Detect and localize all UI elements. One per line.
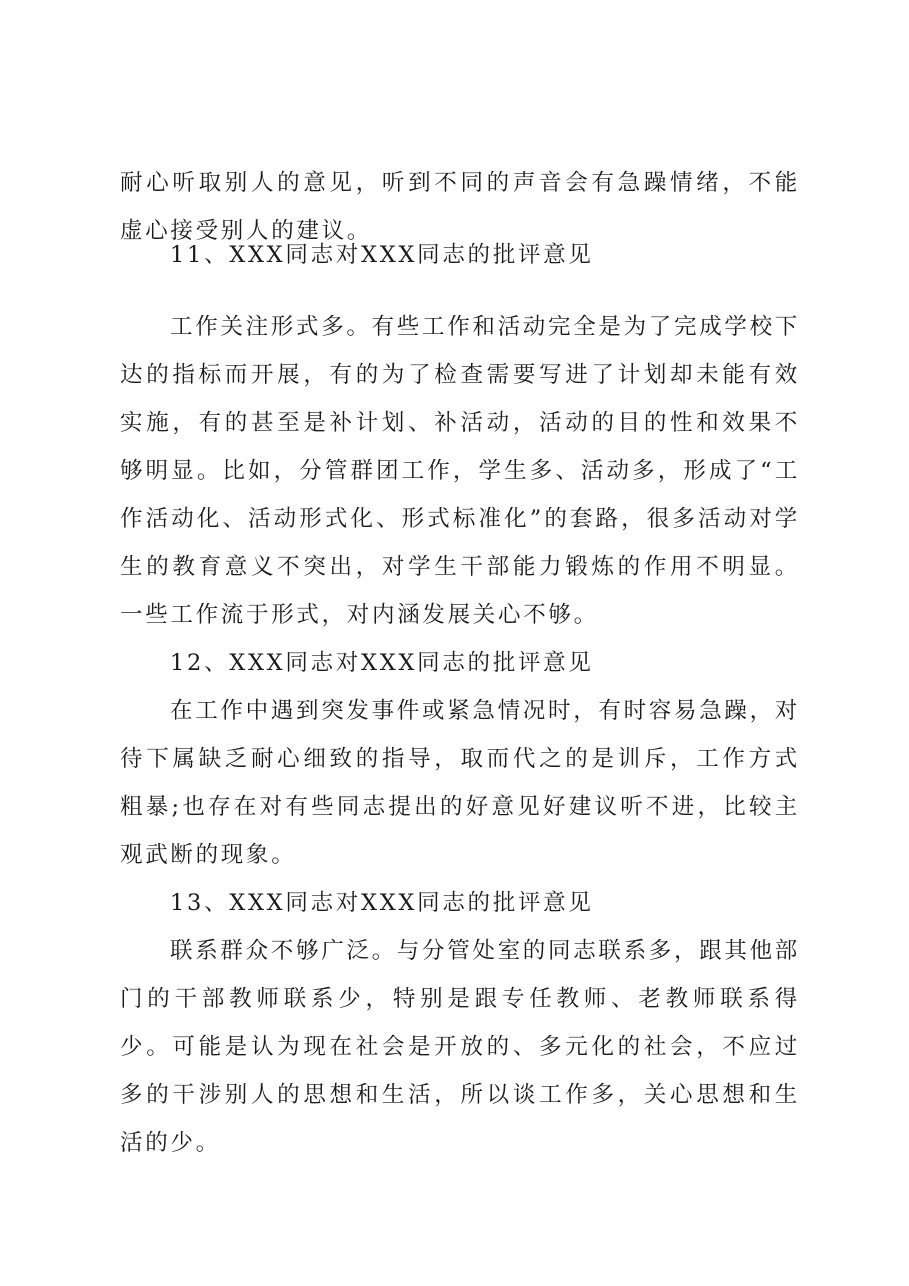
section-heading-11: 11、XXX同志对XXX同志的批评意见 [170,242,594,268]
section-body-12: 在工作中遇到突发事件或紧急情况时，有时容易急躁，对待下属缺乏耐心细致的指导，取而代之的是训斥，工作方式粗暴;也存在对有些同志提出的好意见好建议听不进，比较主观武断的现象。 [120,698,801,868]
section-heading-12: 12、XXX同志对XXX同志的批评意见 [170,650,594,676]
continuation-paragraph: 耐心听取别人的意见，听到不同的声音会有急躁情绪，不能虚心接受别人的建议。 [120,170,800,244]
section-heading-13: 13、XXX同志对XXX同志的批评意见 [170,890,594,916]
section-body-11: 工作关注形式多。有些工作和活动完全是为了完成学校下达的指标而开展，有的为了检查需要写进了计划却未能有效实施，有的甚至是补计划、补活动，活动的目的性和效果不够明显。比如，分管群团工作，学生多、活动多，形成了“工作活动化、活动形式化、形式标准化”的套路，很多活动对学生的教育意义不突出，对学生干部能力锻炼的作用不明显。一些工作流于形式，对内涵发展关心不够。 [120,314,801,628]
section-body-13: 联系群众不够广泛。与分管处室的同志联系多，跟其他部门的干部教师联系少，特别是跟专任教师、老教师联系得少。可能是认为现在社会是开放的、多元化的社会，不应过多的干涉别人的思想和生活，所以谈工作多，关心思想和生活的少。 [120,938,801,1156]
